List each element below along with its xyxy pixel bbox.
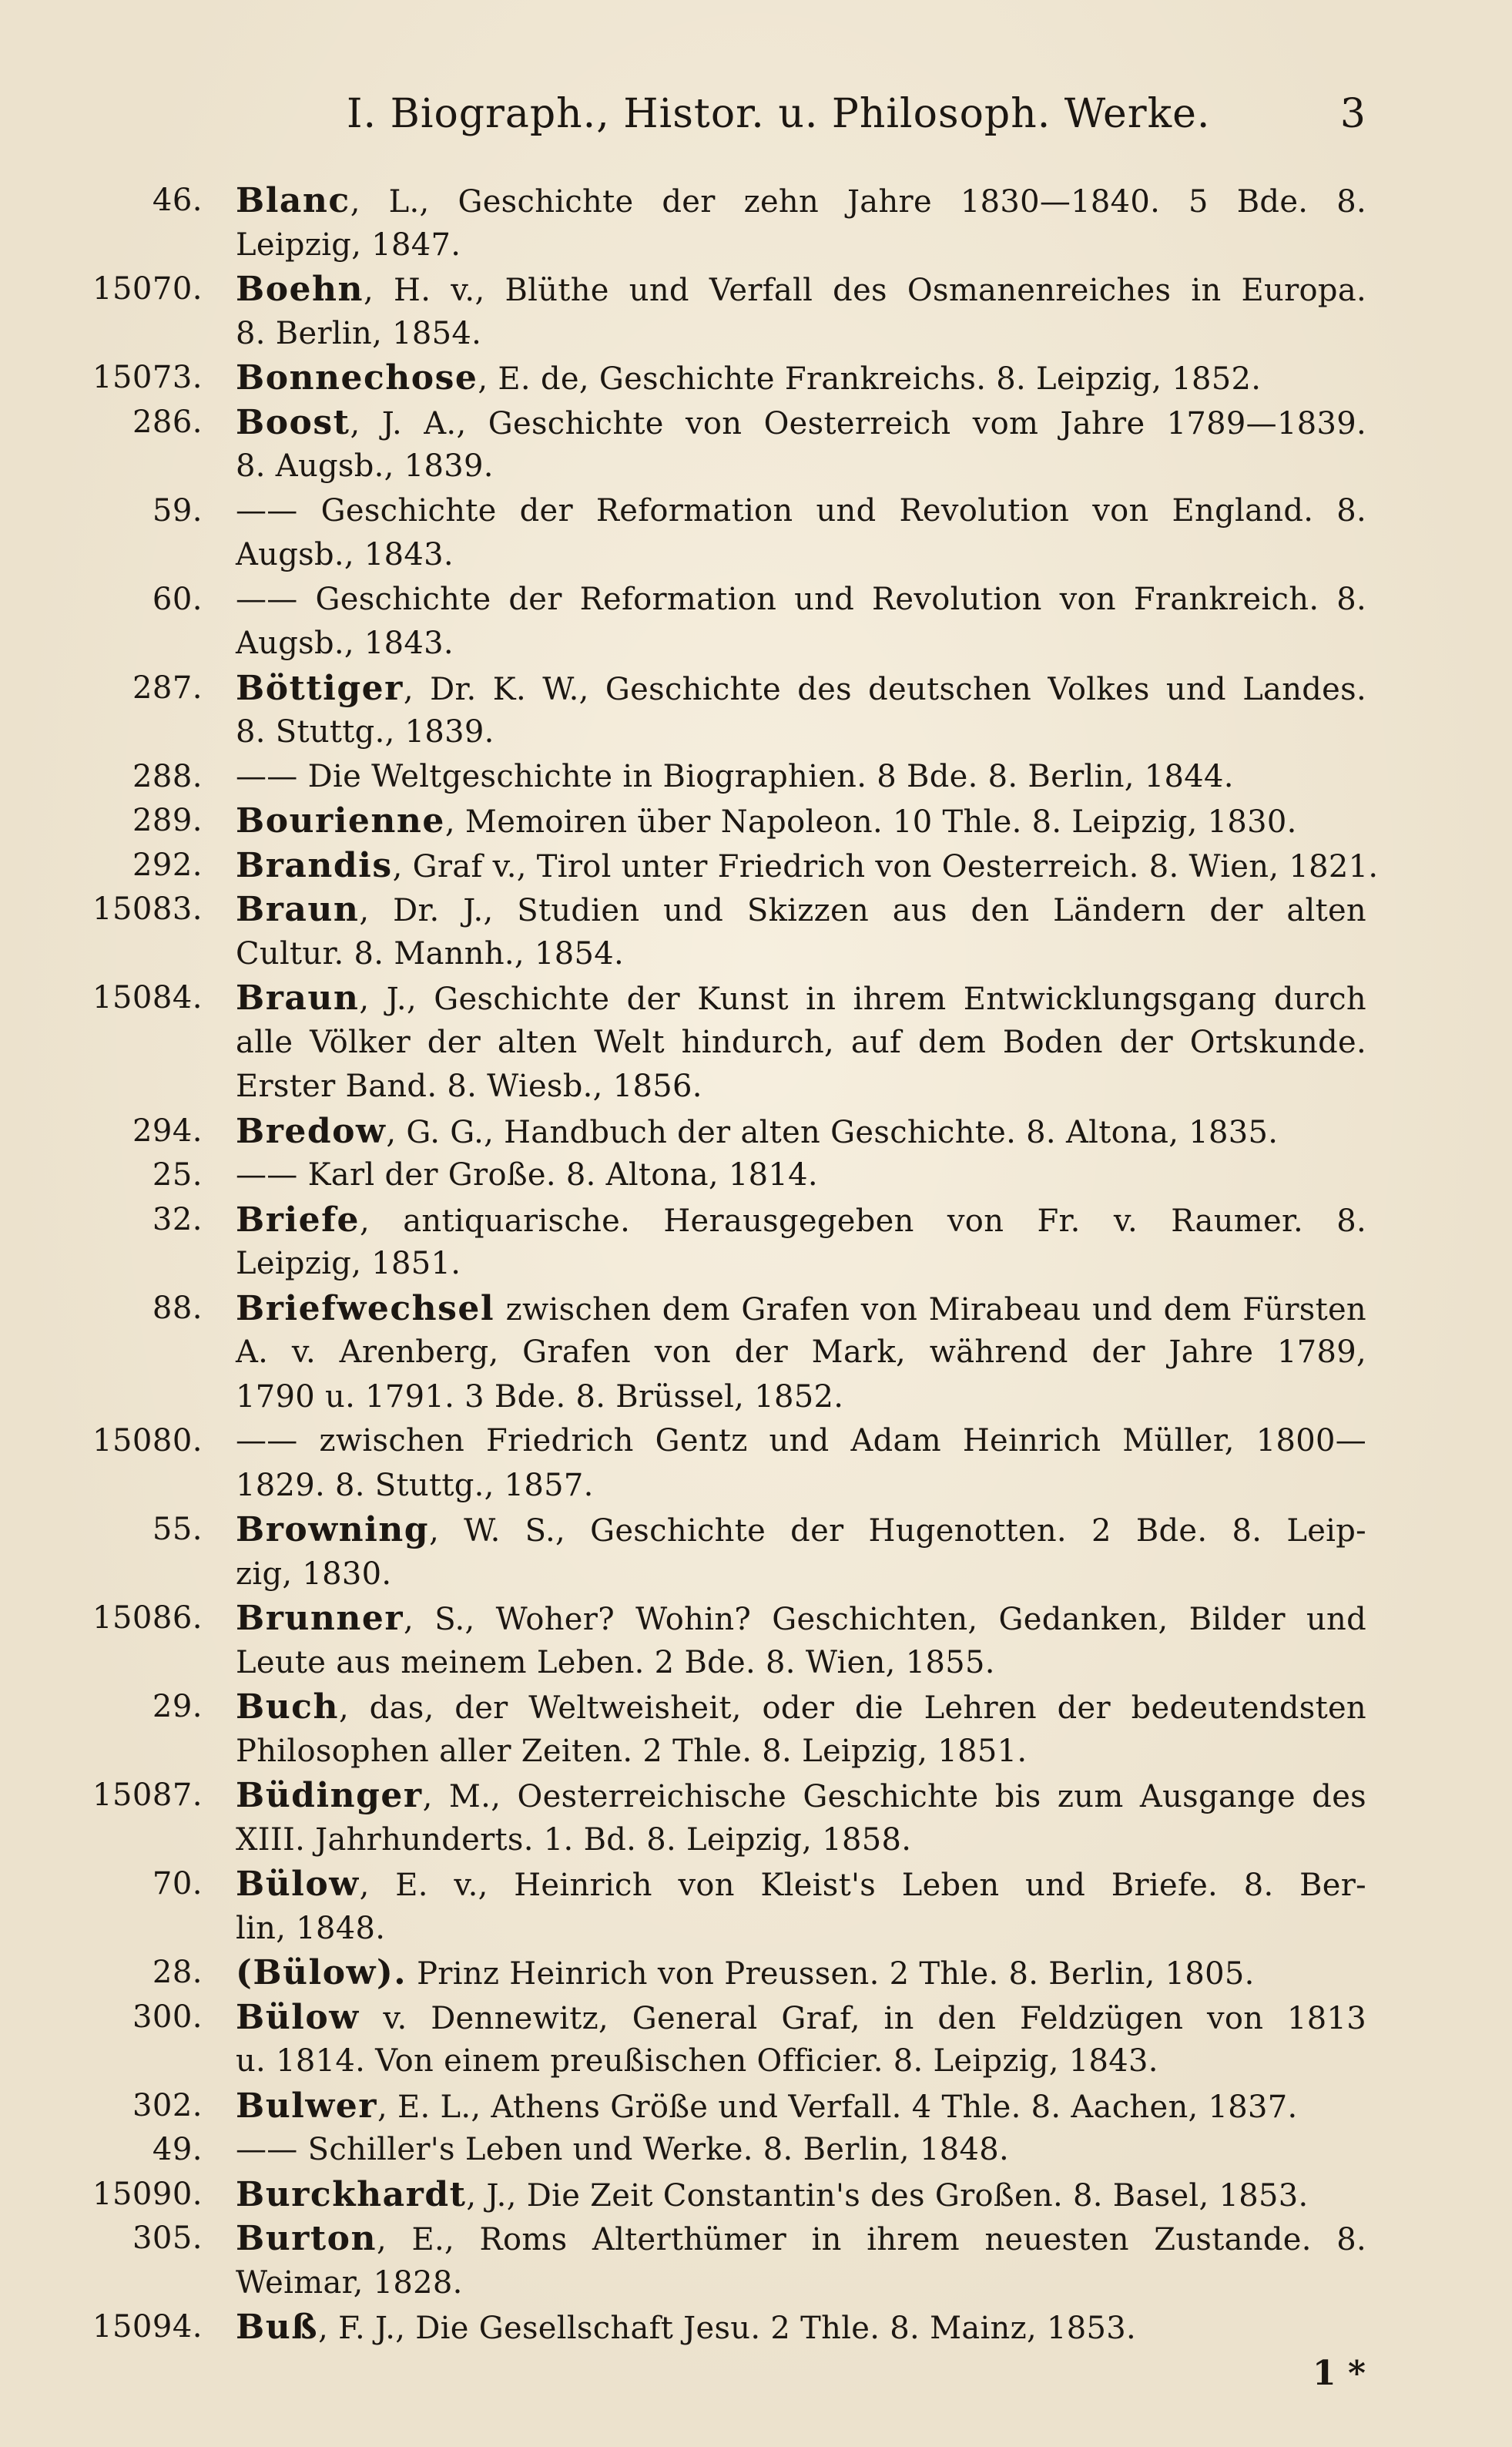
entry-line: [0, 755, 1512, 800]
entry-body: zwischen dem Grafen von Mirabeau und dem Fürsten: [495, 1291, 1366, 1328]
bibliography-entry: [0, 2128, 1512, 2173]
entry-text: [236, 1331, 1366, 1375]
bibliography-entry: [0, 1596, 1512, 1685]
entry-text: [236, 267, 1366, 314]
entry-number: 300.: [132, 1999, 203, 2035]
entry-text: [236, 1685, 1366, 1731]
bibliography-entry: [0, 2217, 1512, 2305]
entry-text: [236, 755, 1366, 800]
entry-line: [0, 578, 1512, 623]
entry-headword: (Bülow).: [236, 1953, 407, 1992]
entry-body: , das, der Weltweisheit, oder die Lehren der bedeutendsten: [338, 1690, 1366, 1726]
entry-body: , H. v., Blüthe und Verfall des Osmanenreiches in Europa.: [364, 273, 1366, 308]
entry-number: 59.: [152, 492, 203, 529]
bibliography-entry: [0, 755, 1512, 800]
entry-text: [236, 1021, 1366, 1066]
entry-text: [236, 799, 1366, 845]
bibliography-entry: [0, 1109, 1512, 1154]
bibliography-entry: [0, 179, 1512, 267]
entry-body: —— Schiller's Leben und Werke. 8. Berlin, 1848.: [236, 2132, 1009, 2167]
entry-body: —— Geschichte der Reformation und Revolution von Frankreich. 8.: [236, 581, 1366, 617]
bibliography-entry: [0, 666, 1512, 755]
entry-body: Augsb., 1843.: [236, 537, 454, 572]
entry-body: Leipzig, 1851.: [236, 1246, 461, 1281]
entry-body: , E. v., Heinrich von Kleist's Leben und Briefe. 8. Ber-: [359, 1868, 1366, 1903]
bibliography-entry: [0, 1774, 1512, 1862]
entry-line: [0, 1109, 1512, 1154]
entry-text: [236, 1287, 1366, 1333]
bibliography-entry: [0, 267, 1512, 356]
bibliography-entry: [0, 1685, 1512, 1774]
bibliography-entry: [0, 2173, 1512, 2217]
entry-number: 15083.: [92, 891, 203, 927]
entry-headword: Buch: [236, 1687, 339, 1727]
entry-text: [236, 976, 1366, 1022]
entry-body: —— zwischen Friedrich Gentz und Adam Heinrich Müller, 1800—: [236, 1423, 1366, 1458]
entry-number: 46.: [152, 183, 203, 218]
entry-text: [236, 1730, 1366, 1774]
entry-body: , J. A., Geschichte von Oesterreich vom Jahre 1789—1839.: [350, 405, 1366, 441]
entry-text: [236, 1552, 1366, 1597]
entry-text: [236, 533, 1366, 578]
entry-number: 15087.: [92, 1777, 203, 1813]
entry-body: alle Völker der alten Welt hindurch, auf dem Boden der Ortskunde.: [236, 1024, 1366, 1060]
entry-text: [236, 1907, 1366, 1952]
bibliography-entry: [0, 799, 1512, 844]
entry-line: [0, 533, 1512, 578]
entry-headword: Briefwechsel: [236, 1288, 495, 1328]
entry-line: [0, 267, 1512, 312]
entry-headword: Bulwer: [236, 2086, 377, 2126]
entry-line: [0, 1951, 1512, 1996]
entry-number: 88.: [152, 1290, 203, 1326]
entry-headword: Bonnechose: [236, 358, 478, 398]
entry-line: [0, 1818, 1512, 1863]
entry-headword: Briefe: [236, 1200, 360, 1240]
entry-line: [0, 799, 1512, 844]
entry-body: , L., Geschichte der zehn Jahre 1830—1840. 5 Bde. 8.: [350, 184, 1366, 220]
page-number: 3: [1339, 91, 1366, 137]
bibliography-entry: [0, 578, 1512, 666]
entry-number: 70.: [152, 1866, 203, 1902]
entry-line: [0, 2039, 1512, 2084]
entry-body: , J., Geschichte der Kunst in ihrem Entwicklungsgang durch: [359, 982, 1366, 1017]
entry-line: [0, 2128, 1512, 2173]
entry-text: [236, 578, 1366, 623]
entry-body: , Graf v., Tirol unter Friedrich von Oesterreich. 8. Wien, 1821.: [392, 848, 1379, 884]
entry-text: [236, 2084, 1366, 2130]
bibliography-entry: [0, 1951, 1512, 1996]
entry-number: 32.: [152, 1201, 203, 1237]
entry-line: [0, 888, 1512, 932]
entry-body: Leute aus meinem Leben. 2 Bde. 8. Wien, 1855.: [236, 1644, 995, 1680]
entry-line: [0, 844, 1512, 888]
entry-line: [0, 1464, 1512, 1509]
entry-line: [0, 2305, 1512, 2350]
entry-body: , Memoiren über Napoleon. 10 Thle. 8. Leipzig, 1830.: [444, 804, 1297, 840]
entry-body: , S., Woher? Wohin? Geschichten, Gedanken, Bilder und: [404, 1602, 1366, 1637]
entry-headword: Braun: [236, 890, 360, 929]
entry-text: [236, 1065, 1366, 1109]
entry-line: [0, 1774, 1512, 1818]
entry-line: [0, 1153, 1512, 1198]
entry-headword: Boost: [236, 402, 350, 442]
entry-text: [236, 2305, 1366, 2351]
entry-text: [236, 622, 1366, 666]
entry-text: [236, 2039, 1366, 2084]
bibliography-entry: [0, 1862, 1512, 1951]
entry-body: , E., Roms Alterthümer in ihrem neuesten Zustande. 8.: [377, 2222, 1366, 2257]
entry-body: —— Karl der Große. 8. Altona, 1814.: [236, 1157, 818, 1193]
entry-text: [236, 844, 1379, 890]
entry-headword: Bredow: [236, 1111, 387, 1151]
entry-body: Cultur. 8. Mannh., 1854.: [236, 935, 624, 972]
entry-line: [0, 1508, 1512, 1552]
entry-body: Augsb., 1843.: [236, 626, 454, 661]
entry-text: [236, 1508, 1366, 1554]
entry-number: 305.: [132, 2220, 203, 2256]
entry-body: 1829. 8. Stuttg., 1857.: [236, 1467, 594, 1503]
entry-body: , W. S., Geschichte der Hugenotten. 2 Bde. 8. Leip-: [429, 1513, 1366, 1549]
entry-body: zig, 1830.: [236, 1556, 392, 1592]
entry-body: A. v. Arenberg, Grafen von der Mark, während der Jahre 1789,: [236, 1334, 1366, 1370]
entry-body: —— Geschichte der Reformation und Revolution von England. 8.: [236, 492, 1366, 529]
entry-line: [0, 223, 1512, 268]
bibliography-entry: [0, 401, 1512, 489]
entry-line: [0, 1021, 1512, 1066]
entry-body: , F. J., Die Gesellschaft Jesu. 2 Thle. 8. Mainz, 1853.: [318, 2311, 1137, 2346]
entry-line: [0, 1198, 1512, 1243]
entry-text: [236, 1774, 1366, 1820]
entry-text: [236, 489, 1366, 534]
entry-text: [236, 356, 1366, 402]
bibliography-entry: [0, 1287, 1512, 1420]
entry-text: [236, 1951, 1366, 1997]
entry-body: 1790 u. 1791. 3 Bde. 8. Brüssel, 1852.: [236, 1378, 844, 1415]
entry-body: lin, 1848.: [236, 1910, 386, 1946]
entry-number: 286.: [132, 404, 203, 440]
entry-line: [0, 932, 1512, 977]
entry-line: [0, 622, 1512, 666]
bibliography-entry: [0, 1419, 1512, 1508]
bibliography-entry: [0, 1996, 1512, 2084]
entry-text: [236, 932, 1366, 977]
entry-number: 289.: [132, 803, 203, 838]
entry-body: , E. L., Athens Größe und Verfall. 4 Thle. 8. Aachen, 1837.: [377, 2089, 1298, 2125]
entry-text: [236, 2128, 1366, 2173]
entry-line: [0, 1375, 1512, 1420]
entry-number: 15086.: [92, 1600, 203, 1636]
entry-number: 287.: [132, 670, 203, 706]
entry-body: , G. G., Handbuch der alten Geschichte. 8. Altona, 1835.: [386, 1114, 1279, 1150]
entry-number: 294.: [132, 1113, 203, 1149]
entry-line: [0, 976, 1512, 1021]
entry-text: [236, 2261, 1366, 2306]
entry-headword: Büdinger: [236, 1776, 423, 1815]
entry-number: 60.: [152, 581, 203, 617]
signature-mark: 1 *: [1313, 2354, 1366, 2393]
entry-text: [236, 1862, 1366, 1908]
entry-headword: Boehn: [236, 270, 364, 309]
entry-text: [236, 710, 1366, 755]
entry-headword: Brandis: [236, 845, 393, 885]
entry-number: 15094.: [92, 2309, 203, 2345]
entry-body: , Dr. J., Studien und Skizzen aus den Ländern der alten: [359, 893, 1366, 928]
entry-line: [0, 1596, 1512, 1641]
entry-number: 302.: [132, 2087, 203, 2123]
entry-text: [236, 666, 1366, 713]
entry-headword: Blanc: [236, 181, 350, 220]
bibliography-entry: [0, 2305, 1512, 2350]
entry-text: [236, 179, 1366, 225]
entry-body: XIII. Jahrhunderts. 1. Bd. 8. Leipzig, 1858.: [236, 1821, 912, 1858]
entry-headword: Brunner: [236, 1599, 404, 1638]
entry-line: [0, 710, 1512, 755]
bibliography-entry: [0, 1198, 1512, 1287]
entry-line: [0, 312, 1512, 357]
entry-text: [236, 1641, 1366, 1686]
entry-text: [236, 445, 1366, 489]
entry-line: [0, 2084, 1512, 2129]
entry-line: [0, 1242, 1512, 1287]
entry-line: [0, 401, 1512, 445]
entry-text: [236, 1153, 1366, 1198]
entry-headword: Bourienne: [236, 801, 445, 841]
entry-body: , M., Oesterreichische Geschichte bis zum Ausgange des: [422, 1779, 1366, 1814]
entry-body: , J., Die Zeit Constantin's des Großen. 8. Basel, 1853.: [466, 2177, 1309, 2214]
entry-body: 8. Stuttg., 1839.: [236, 714, 495, 750]
entry-number: 15090.: [92, 2176, 203, 2212]
entry-headword: Bülow: [236, 1865, 360, 1904]
entry-line: [0, 1065, 1512, 1109]
entry-body: u. 1814. Von einem preußischen Officier. 8. Leipzig, 1843.: [236, 2043, 1158, 2079]
entry-line: [0, 1331, 1512, 1375]
entry-text: [236, 223, 1366, 268]
entry-headword: Buß: [236, 2308, 319, 2347]
bibliography-entry: [0, 2084, 1512, 2129]
entry-body: Philosophen aller Zeiten. 2 Thle. 8. Leipzig, 1851.: [236, 1733, 1028, 1769]
entry-line: [0, 666, 1512, 711]
entry-text: [236, 1996, 1366, 2042]
entry-text: [236, 2217, 1366, 2263]
entry-body: , Dr. K. W., Geschichte des deutschen Volkes und Landes.: [403, 671, 1366, 707]
entry-line: [0, 445, 1512, 489]
entry-number: 15073.: [92, 360, 203, 395]
entry-number: 25.: [152, 1157, 203, 1193]
entry-headword: Burton: [236, 2219, 377, 2258]
entry-body: Prinz Heinrich von Preussen. 2 Thle. 8. Berlin, 1805.: [407, 1956, 1255, 1992]
entry-body: Weimar, 1828.: [236, 2264, 463, 2301]
entry-headword: Böttiger: [236, 668, 404, 708]
entry-text: [236, 1464, 1366, 1509]
running-title: I. Biograph., Histor. u. Philosoph. Werke.: [347, 91, 1211, 137]
entry-text: [236, 888, 1366, 934]
entry-line: [0, 1641, 1512, 1686]
entry-line: [0, 356, 1512, 401]
entry-text: [236, 1375, 1366, 1420]
entry-line: [0, 1862, 1512, 1907]
entry-line: [0, 1419, 1512, 1464]
entry-number: 55.: [152, 1512, 203, 1547]
entry-number: 288.: [132, 758, 203, 794]
entry-number: 292.: [132, 847, 203, 883]
bibliography-entry: [0, 844, 1512, 888]
entry-body: 8. Berlin, 1854.: [236, 315, 482, 351]
bibliography-entry: [0, 976, 1512, 1109]
entry-line: [0, 179, 1512, 223]
entry-body: —— Die Weltgeschichte in Biographien. 8 Bde. 8. Berlin, 1844.: [236, 758, 1234, 794]
bibliography-entry: [0, 489, 1512, 578]
entry-text: [236, 1596, 1366, 1643]
entry-line: [0, 1996, 1512, 2040]
entry-text: [236, 1242, 1366, 1287]
entry-text: [236, 401, 1366, 447]
bibliography-entry: [0, 1508, 1512, 1596]
entry-line: [0, 1907, 1512, 1952]
entry-line: [0, 1552, 1512, 1597]
entry-headword: Bülow: [236, 1997, 360, 2037]
entry-number: 15080.: [92, 1423, 203, 1458]
entry-text: [236, 1818, 1366, 1863]
entry-text: [236, 1419, 1366, 1464]
entry-line: [0, 2261, 1512, 2306]
bibliography-entry: [0, 1153, 1512, 1198]
entry-line: [0, 1287, 1512, 1331]
entry-line: [0, 2173, 1512, 2217]
entry-text: [236, 2173, 1366, 2219]
bibliography-entry: [0, 888, 1512, 976]
entry-headword: Burckhardt: [236, 2174, 467, 2214]
entry-text: [236, 1198, 1366, 1244]
entry-text: [236, 1109, 1366, 1156]
bibliography-entry: [0, 356, 1512, 401]
entry-line: [0, 1685, 1512, 1730]
entry-line: [0, 2217, 1512, 2261]
entry-line: [0, 1730, 1512, 1774]
entry-headword: Braun: [236, 978, 360, 1018]
entry-text: [236, 312, 1366, 357]
entry-number: 29.: [152, 1689, 203, 1724]
entry-body: Erster Band. 8. Wiesb., 1856.: [236, 1069, 702, 1104]
entry-number: 49.: [152, 2132, 203, 2167]
entry-body: , E. de, Geschichte Frankreichs. 8. Leipzig, 1852.: [478, 361, 1262, 397]
running-header: [200, 91, 1366, 145]
entry-headword: Browning: [236, 1510, 430, 1549]
entry-body: , antiquarische. Herausgegeben von Fr. v. Raumer. 8.: [360, 1203, 1366, 1239]
entry-body: 8. Augsb., 1839.: [236, 448, 494, 484]
entry-line: [0, 489, 1512, 534]
entry-body: Leipzig, 1847.: [236, 227, 461, 263]
bibliography-list: [0, 179, 1512, 2350]
entry-body: v. Dennewitz, General Graf, in den Feldzügen von 1813: [359, 2000, 1366, 2036]
entry-number: 15084.: [92, 980, 203, 1015]
entry-number: 15070.: [92, 271, 203, 307]
entry-number: 28.: [152, 1955, 203, 1990]
